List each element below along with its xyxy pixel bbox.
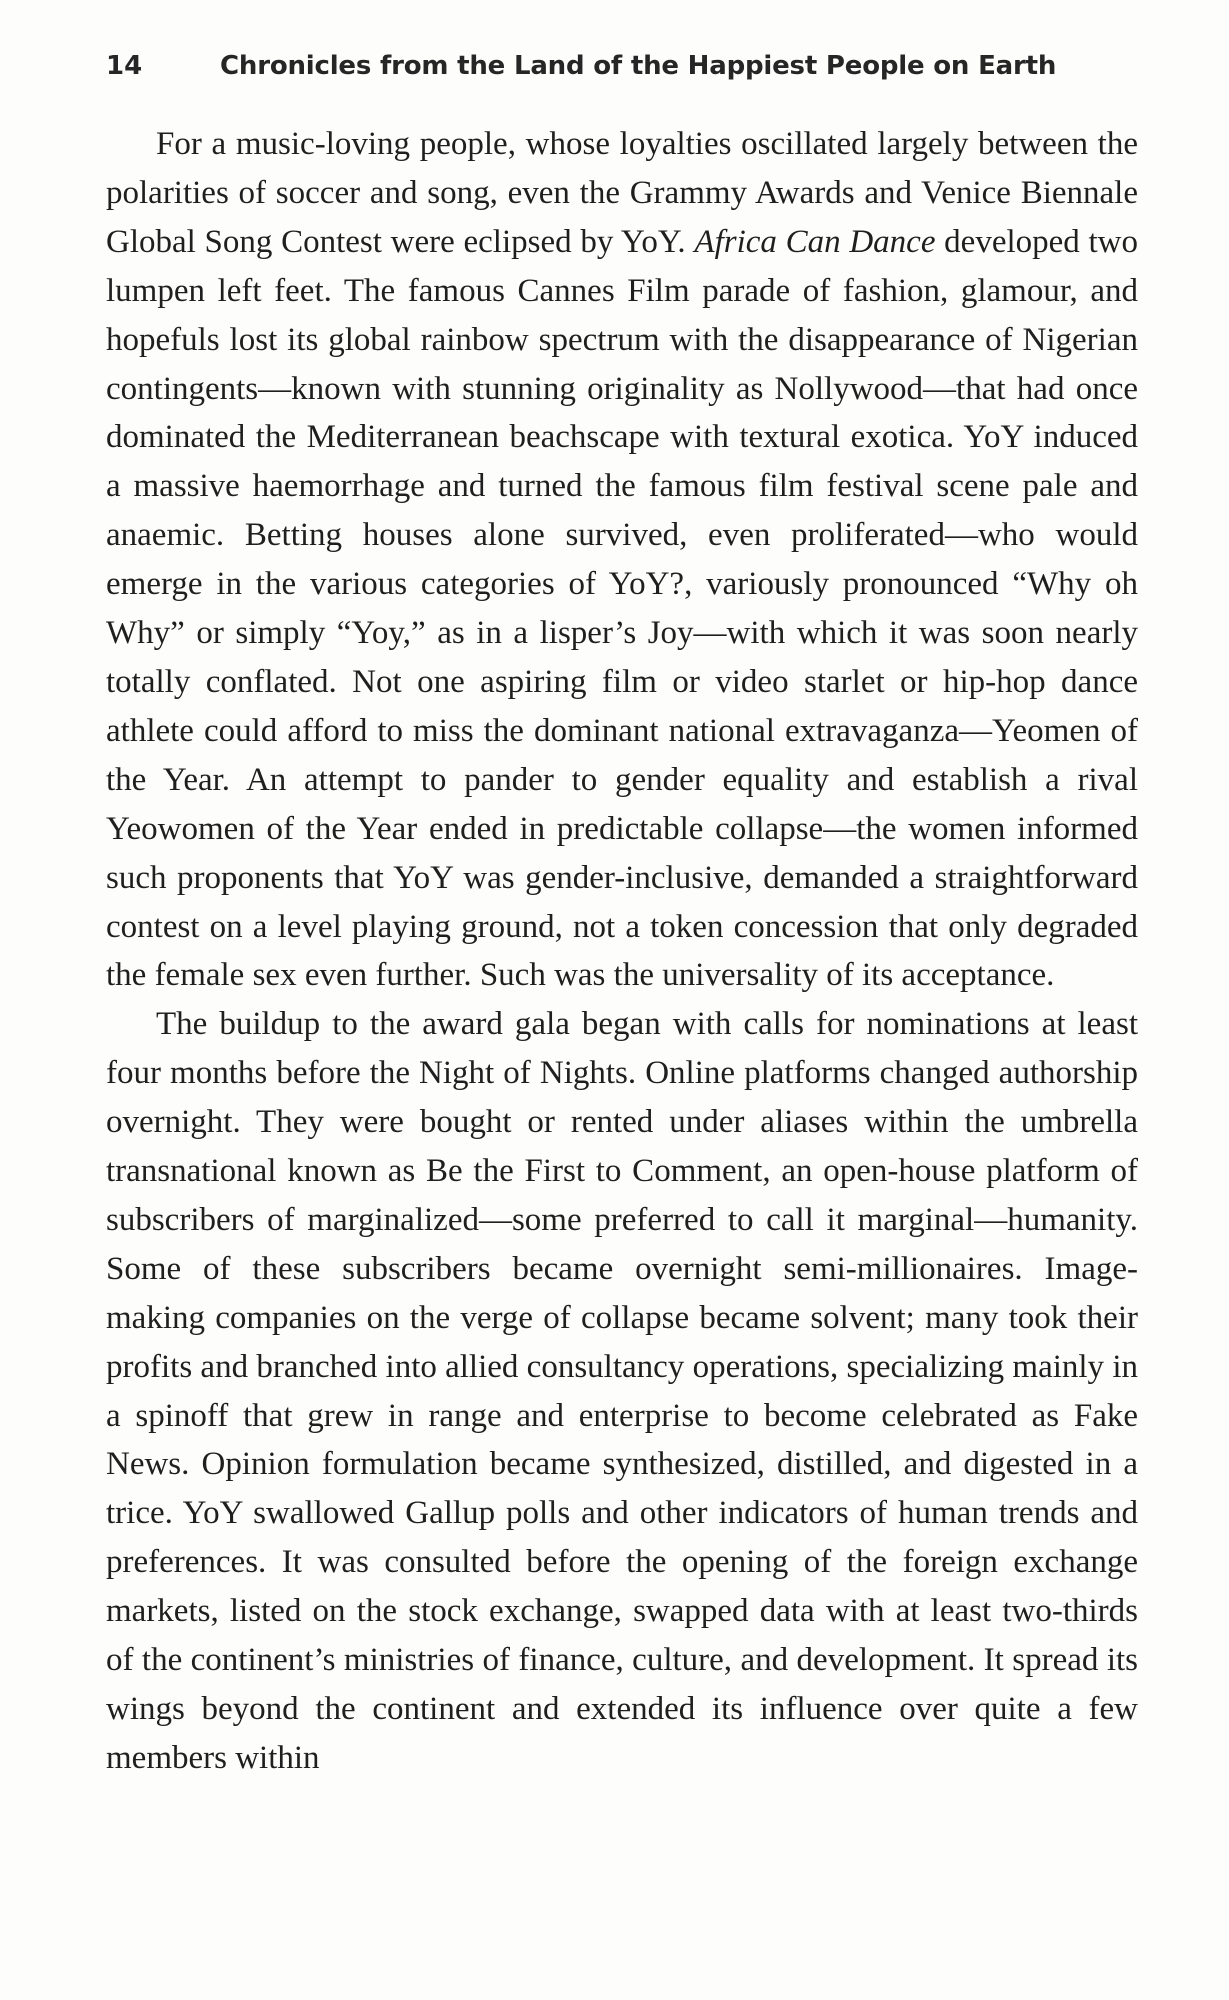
- page-number: 14: [106, 51, 143, 81]
- body-text: [106, 120, 1138, 1783]
- paragraph-1-text-a: For a music-loving people, whose loyalties oscillated largely between the polarities of soccer and song, even the Grammy Awards and Venice Biennale Global Song Contest were eclipsed by YoY.: [106, 126, 1138, 260]
- running-head: Chronicles from the Land of the Happiest People on Earth: [220, 51, 1057, 81]
- paragraph-1-italic-title: Africa Can Dance: [694, 223, 936, 260]
- paragraph-2: The buildup to the award gala began with calls for nominations at least four months before the Night of Nights. Online platforms changed authorship overnight. They were bought or rented under aliases within the umbrella transnational known as Be the First to Comment, an open-house platform of subscribers of marginalized—some preferred to call it marginal—humanity. Some of these subscribers became overnight semi-millionaires. Image-making companies on the verge of collapse became solvent; many took their profits and branched into allied consultancy operations, specializing mainly in a spinoff that grew in range and enterprise to become celebrated as Fake News. Opinion formulation became synthesized, distilled, and digested in a trice. YoY swallowed Gallup polls and other indicators of human trends and preferences. It was consulted before the opening of the foreign exchange markets, listed on the stock exchange, swapped data with at least two-thirds of the continent’s ministries of finance, culture, and development. It spread its wings beyond the continent and extended its influence over quite a few members within: [106, 1006, 1138, 1776]
- page-header: [106, 46, 1136, 86]
- paragraph-1: [106, 120, 1138, 1000]
- paragraph-1-text-b: developed two lumpen left feet. The famous Cannes Film parade of fashion, glamour, and hopefuls lost its global rainbow spectrum with the disappearance of Nigerian contingents—known with stunning originality as Nollywood—that had once dominated the Mediterranean beachscape with textural exotica. YoY induced a massive haemorrhage and turned the famous film festival scene pale and anaemic. Betting houses alone survived, even proliferated—who would emerge in the various categories of YoY?, variously pronounced “Why oh Why” or simply “Yoy,” as in a lisper’s Joy—with which it was soon nearly totally conflated. Not one aspiring film or video starlet or hip-hop dance athlete could afford to miss the dominant national extravaganza—Yeomen of the Year. An attempt to pander to gender equality and establish a rival Yeowomen of the Year ended in predictable collapse—the women informed such proponents that YoY was gender-inclusive, demanded a straightforward contest on a level playing ground, not a token concession that only degraded the female sex even further. Such was the universality of its acceptance.: [106, 223, 1139, 994]
